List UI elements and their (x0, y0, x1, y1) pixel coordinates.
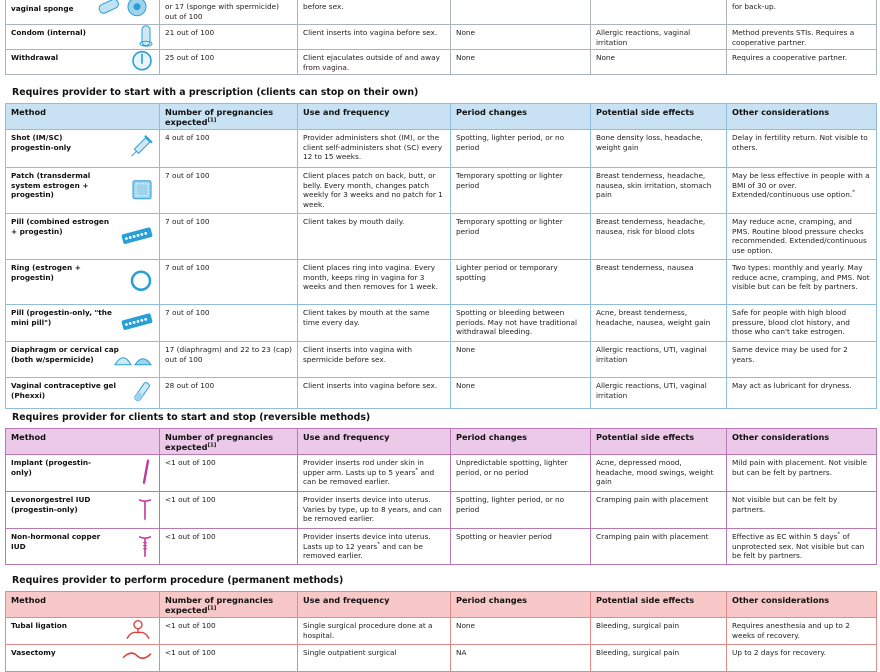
use-cell: Client inserts into vagina before sex. (298, 25, 451, 50)
table-row (6, 342, 877, 378)
use-cell: Provider inserts device into uterus. Lasts up to 12 years* and can be removed earlier. (298, 529, 451, 565)
use-cell: Client places patch on back, butt, or belly. Every month, changes patch weekly for 3 weeks and no patch for 1 week. (298, 168, 451, 214)
table-row (6, 25, 877, 50)
use-cell: before sex. (298, 0, 451, 25)
other-cell: May reduce acne, cramping, and PMS. Routine blood pressure checks recommended. Extended/continuous use option. (727, 214, 877, 260)
side-effects-cell: Acne, breast tenderness, headache, nausea, weight gain (591, 305, 727, 342)
method-cell: Vasectomy (6, 645, 160, 672)
pregnancies-cell: <1 out of 100 (160, 529, 298, 565)
column-header-period: Period changes (451, 104, 591, 130)
method-cell: Shot (IM/SC) progestin-only (6, 130, 160, 168)
table-row (6, 618, 877, 645)
other-cell: May be less effective in people with a BMI of 30 or over. Extended/continuous use option.* (727, 168, 877, 214)
mini-pill-pack-icon (121, 313, 153, 334)
internal-condom-icon (139, 25, 153, 50)
syringe-icon (127, 134, 153, 163)
continued-methods-table (5, 0, 877, 75)
other-cell: Requires anesthesia and up to 2 weeks of recovery. (727, 618, 877, 645)
column-header-other: Other considerations (727, 429, 877, 455)
patch-icon (131, 178, 153, 203)
period-cell: Temporary spotting or lighter period (451, 214, 591, 260)
tubal-ligation-icon (123, 619, 153, 644)
use-cell: Provider administers shot (IM), or the client self-administers shot (SC) every 12 to 15 weeks. (298, 130, 451, 168)
method-cell: Condom (internal) (6, 25, 160, 50)
period-cell: None (451, 618, 591, 645)
pregnancies-cell: 7 out of 100 (160, 260, 298, 305)
method-cell: Implant (progestin-only) (6, 455, 160, 492)
diaphragm-icon (113, 348, 153, 371)
method-cell: Ring (estrogen + progestin) (6, 260, 160, 305)
side-effects-cell: Allergic reactions, vaginal irritation (591, 25, 727, 50)
pregnancies-cell: 4 out of 100 (160, 130, 298, 168)
table-row (6, 645, 877, 672)
method-cell: Pill (progestin-only, "the mini pill") (6, 305, 160, 342)
column-header-method: Method (6, 429, 160, 455)
period-cell: NA (451, 645, 591, 672)
side-effects-cell: Breast tenderness, nausea (591, 260, 727, 305)
side-effects-cell: Bleeding, surgical pain (591, 645, 727, 672)
side-effects-cell: Acne, depressed mood, headache, mood swings, weight gain (591, 455, 727, 492)
column-header-period: Period changes (451, 429, 591, 455)
use-cell: Client inserts into vagina before sex. (298, 378, 451, 409)
side-effects-cell: Cramping pain with placement (591, 529, 727, 565)
other-cell: Safe for people with high blood pressure, blood clot history, and those who can't take estrogen. (727, 305, 877, 342)
other-cell: Requires a cooperative partner. (727, 50, 877, 75)
table-row (6, 305, 877, 342)
period-cell: Unpredictable spotting, lighter period, or no period (451, 455, 591, 492)
pregnancies-cell: <1 out of 100 (160, 618, 298, 645)
table-row (6, 260, 877, 305)
use-cell: Client ejaculates outside of and away from vagina. (298, 50, 451, 75)
column-header-side-effects: Potential side effects (591, 104, 727, 130)
period-cell: Spotting or heavier period (451, 529, 591, 565)
column-header-period: Period changes (451, 592, 591, 618)
column-header-pregnancies: Number of pregnancies expected[1] (160, 592, 298, 618)
pregnancies-cell: <1 out of 100 (160, 492, 298, 529)
pregnancies-cell: 7 out of 100 (160, 214, 298, 260)
column-header-use: Use and frequency (298, 104, 451, 130)
period-cell: Spotting or bleeding between periods. May not have traditional withdrawal bleeding. (451, 305, 591, 342)
other-cell: Up to 2 days for recovery. (727, 645, 877, 672)
table-row (6, 455, 877, 492)
method-cell: Diaphragm or cervical cap (both w/spermicide) (6, 342, 160, 378)
other-cell: Delay in fertility return. Not visible to others. (727, 130, 877, 168)
method-cell: Tubal ligation (6, 618, 160, 645)
method-cell: Withdrawal (6, 50, 160, 75)
use-cell: Client takes by mouth at the same time every day. (298, 305, 451, 342)
other-cell: Mild pain with placement. Not visible but can be felt by partners. (727, 455, 877, 492)
pregnancies-cell: 28 out of 100 (160, 378, 298, 409)
prescription-methods-table (5, 103, 877, 409)
pregnancies-cell: 7 out of 100 (160, 168, 298, 214)
table-row (6, 214, 877, 260)
pregnancies-cell: or 17 (sponge with spermicide) out of 100 (160, 0, 298, 25)
side-effects-cell: Allergic reactions, UTI, vaginal irritation (591, 342, 727, 378)
side-effects-cell: Bleeding, surgical pain (591, 618, 727, 645)
use-cell: Provider inserts rod under skin in upper arm. Lasts up to 5 years* and can be removed earlier. (298, 455, 451, 492)
table-header-row (6, 429, 877, 455)
method-cell: Levonorgestrel IUD (progestin-only) (6, 492, 160, 529)
table-row (6, 378, 877, 409)
other-cell: May act as lubricant for dryness. (727, 378, 877, 409)
period-cell: None (451, 378, 591, 409)
column-header-side-effects: Potential side effects (591, 592, 727, 618)
column-header-pregnancies: Number of pregnancies expected[1] (160, 429, 298, 455)
pregnancies-cell: 17 (diaphragm) and 22 to 23 (cap) out of 100 (160, 342, 298, 378)
use-cell: Client places ring into vagina. Every month, keeps ring in vagina for 3 weeks and then removes for 1 week. (298, 260, 451, 305)
gel-applicator-icon (131, 380, 153, 407)
copper-iud-icon (137, 532, 153, 561)
method-cell: Patch (transdermal system estrogen + progestin) (6, 168, 160, 214)
period-cell: Temporary spotting or lighter period (451, 168, 591, 214)
pregnancies-cell: <1 out of 100 (160, 455, 298, 492)
use-cell: Provider inserts device into uterus. Varies by type, up to 8 years, and can be removed earlier. (298, 492, 451, 529)
side-effects-cell: Allergic reactions, UTI, vaginal irritation (591, 378, 727, 409)
method-label: vaginal sponge (11, 4, 74, 13)
method-cell: Pill (combined estrogen + progestin) (6, 214, 160, 260)
pregnancies-cell: 7 out of 100 (160, 305, 298, 342)
other-cell: Same device may be used for 2 years. (727, 342, 877, 378)
withdrawal-icon (131, 50, 153, 75)
table-row (6, 130, 877, 168)
column-header-side-effects: Potential side effects (591, 429, 727, 455)
use-cell: Client takes by mouth daily. (298, 214, 451, 260)
pregnancies-cell: <1 out of 100 (160, 645, 298, 672)
use-cell: Client inserts into vagina with spermicide before sex. (298, 342, 451, 378)
side-effects-cell: Breast tenderness, headache, nausea, risk for blood clots (591, 214, 727, 260)
other-cell: Two types: monthly and yearly. May reduce acne, cramping, and PMS. Not visible but can be felt by partners. (727, 260, 877, 305)
table-row (6, 529, 877, 565)
section-title-prescription: Requires provider to start with a prescription (clients can stop on their own) (12, 87, 419, 98)
side-effects-cell (591, 0, 727, 25)
period-cell (451, 0, 591, 25)
pregnancies-cell: 25 out of 100 (160, 50, 298, 75)
other-cell: Effective as EC within 5 days* of unprotected sex. Not visible but can be felt by partners. (727, 529, 877, 565)
column-header-other: Other considerations (727, 104, 877, 130)
reversible-methods-table (5, 428, 877, 565)
column-header-method: Method (6, 592, 160, 618)
use-cell: Single outpatient surgical (298, 645, 451, 672)
pill-pack-icon (121, 226, 153, 247)
side-effects-cell: Cramping pain with placement (591, 492, 727, 529)
hormonal-iud-icon (137, 496, 153, 525)
side-effects-cell: Bone density loss, headache, weight gain (591, 130, 727, 168)
sponge-icon (97, 0, 153, 21)
period-cell: None (451, 25, 591, 50)
period-cell: Lighter period or temporary spotting (451, 260, 591, 305)
vasectomy-icon (121, 650, 153, 665)
side-effects-cell: Breast tenderness, headache, nausea, skin irritation, stomach pain (591, 168, 727, 214)
period-cell: Spotting, lighter period, or no period (451, 130, 591, 168)
section-title-reversible: Requires provider for clients to start and stop (reversible methods) (12, 412, 371, 423)
table-row (6, 0, 877, 25)
ring-icon (129, 269, 153, 296)
method-cell: Vaginal contraceptive gel (Phexxi) (6, 378, 160, 409)
table-row (6, 168, 877, 214)
period-cell: None (451, 342, 591, 378)
table-header-row (6, 592, 877, 618)
section-title-permanent: Requires provider to perform procedure (permanent methods) (12, 575, 344, 586)
other-cell: for back-up. (727, 0, 877, 25)
method-cell (6, 0, 160, 25)
use-cell: Single surgical procedure done at a hospital. (298, 618, 451, 645)
side-effects-cell: None (591, 50, 727, 75)
column-header-other: Other considerations (727, 592, 877, 618)
pregnancies-cell: 21 out of 100 (160, 25, 298, 50)
period-cell: None (451, 50, 591, 75)
other-cell: Method prevents STIs. Requires a cooperative partner. (727, 25, 877, 50)
column-header-method: Method (6, 104, 160, 130)
column-header-use: Use and frequency (298, 429, 451, 455)
column-header-pregnancies: Number of pregnancies expected[1] (160, 104, 298, 130)
period-cell: Spotting, lighter period, or no period (451, 492, 591, 529)
table-row (6, 492, 877, 529)
implant-rod-icon (139, 459, 153, 488)
other-cell: Not visible but can be felt by partners. (727, 492, 877, 529)
method-cell: Non-hormonal copper IUD (6, 529, 160, 565)
column-header-use: Use and frequency (298, 592, 451, 618)
table-header-row (6, 104, 877, 130)
table-row (6, 50, 877, 75)
